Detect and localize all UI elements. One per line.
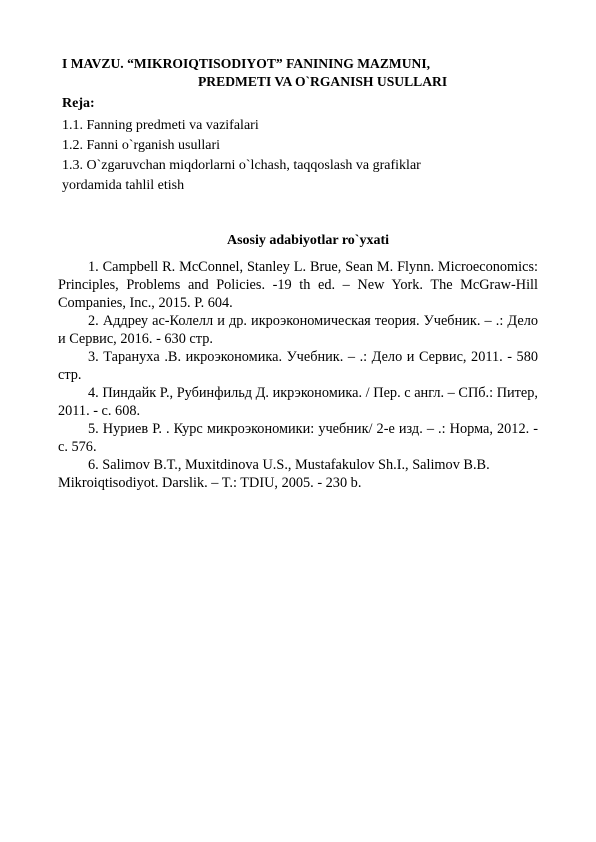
plan-item: 1.2. Fanni o`rganish usullari [62,138,221,153]
plan-item: 1.3. O`zgaruvchan miqdorlarni o`lchash, taqqoslash va grafiklar [62,158,421,173]
literature-item: 6. Salimov B.T., Muxitdinova U.S., Mustafakulov Sh.I., Salimov B.B. Mikroiqtisodiyot. Darslik. – T.: TDIU, 2005. - 230 b. [58,457,490,491]
literature-title: Asosiy adabiyotlar ro`yxati [226,233,390,248]
plan-label: Reja: [62,96,95,111]
plan-item: 1.1. Fanning predmeti va vazifalari [62,118,259,133]
topic-title-line1: I MAVZU. “MIKROIQTISODIYOT” FANINING MAZMUNI, [62,56,431,71]
literature-item: 4. Пиндайк Р., Рубинфильд Д. икрэкономика. / Пер. с англ. – СПб.: Питер, 2011. - с. 608. [58,385,538,419]
literature-item: 5. Нуриев Р. . Курс микроэкономики: учебник/ 2-е изд. – .: Норма, 2012. - с. 576. [58,421,538,455]
plan-item: yordamida tahlil etish [62,178,185,193]
literature-item: 1. Campbell R. McConnel, Stanley L. Brue, Sean M. Flynn. Microeconomics: Principles, Problems and Policies. -19 th ed. – New York. The McGraw-Hill Companies, Inc., 2015. P. 604. [58,259,538,311]
literature-item: 3. Таранухa .В. икроэкономика. Учебник. – .: Дело и Сервис, 2011. - 580 стр. [58,349,538,383]
literature-list [58,258,538,492]
literature-item: 2. Аддреу ас-Колелл и др. икроэкономическая теория. Учебник. – .: Дело и Сервис, 2016. - 630 стр. [58,313,538,347]
topic-title-line2: PREDMETI VA O`RGANISH USULLARI [198,74,448,89]
